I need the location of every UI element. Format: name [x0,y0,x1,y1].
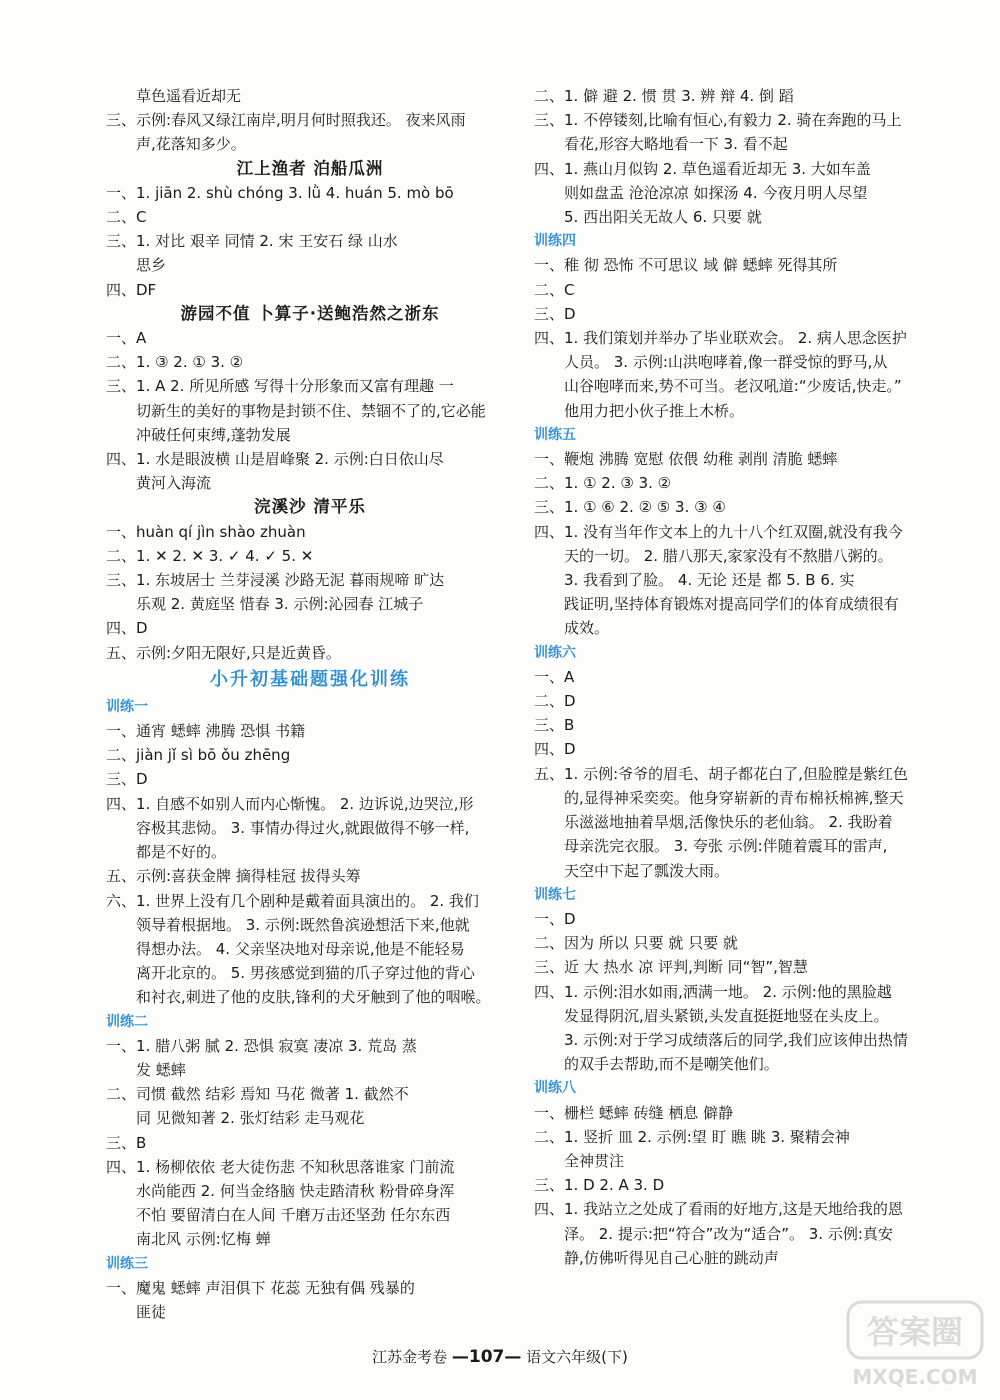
answer-line: 三、示例:春风又绿江南岸,明月何时照我还。 夜来风雨 [106,111,466,130]
right-column [534,84,944,1270]
answer-line: 三、1. 对比 艰辛 同情 2. 宋 王安石 绿 山水 [106,232,398,251]
answer-line: 声,花落知多少。 [136,135,246,154]
answer-line: 一、魔鬼 蟋蟀 声泪俱下 花蕊 无独有偶 残暴的 [106,1278,415,1297]
answer-line: 三、B [106,1133,147,1152]
answer-line: 水尚能西 2. 何当金络脑 快走踏清秋 粉骨碎身浑 [136,1181,455,1200]
answer-line: 三、D [106,770,148,789]
footer-subject: 语文六年级(下) [526,1348,628,1366]
answer-line: 发 蟋蟀 [136,1060,186,1079]
answer-line: 黄河入海流 [136,474,212,493]
answer-line: 四、1. 水是眼波横 山是眉峰聚 2. 示例:白日依山尽 [106,450,444,469]
answer-line: 一、鞭炮 沸腾 宽慰 依偎 幼稚 剥削 清脆 蟋蟀 [534,450,838,469]
answer-line: 同 见微知著 2. 张灯结彩 走马观花 [136,1109,365,1128]
answer-line: 三、1. ① ⑥ 2. ② ⑤ 3. ③ ④ [534,498,726,517]
answer-line: 四、1. 自感不如别人而内心惭愧。 2. 边诉说,边哭泣,形 [106,794,474,813]
answer-line: 二、1. ① 2. ③ 3. ② [534,474,672,493]
answer-line: 三、1. 东坡居士 兰芽浸溪 沙路无泥 暮雨规啼 旷达 [106,571,445,590]
answer-line: 二、D [534,692,576,711]
answer-line: 三、B [534,716,575,735]
exercise-heading: 训练八 [534,1080,576,1097]
answer-line: 看花,形容大略地看一下 3. 看不起 [564,135,788,154]
exercise-heading: 训练六 [534,644,576,661]
answer-line: 山谷咆哮而来,势不可当。老汉吼道:“少废话,快走。” [564,377,902,396]
answer-line: 3. 示例:对于学习成绩落后的同学,我们应该伸出热情 [564,1030,908,1049]
answer-line: 离开北京的。 5. 男孩感觉到猫的爪子穿过他的背心 [136,964,475,983]
answer-line: 南北风 示例:忆梅 蝉 [136,1230,271,1249]
answer-line: 二、C [106,208,147,227]
answer-line: 一、通宵 蟋蟀 沸腾 恐惧 书籍 [106,722,306,741]
section-title: 游园不值 卜算子·送鲍浩然之浙东 [180,303,440,323]
answer-line: 天的一切。 2. 腊八那天,家家没有不熬腊八粥的。 [564,546,893,565]
answer-line: 二、1. ✕ 2. ✕ 3. ✓ 4. ✓ 5. ✕ [106,546,314,565]
answer-line: 乐观 2. 黄庭坚 惜春 3. 示例:沁园春 江城子 [136,595,424,614]
exercise-heading: 训练五 [534,426,576,443]
answer-line: 天空中下起了瓢泼大雨。 [564,861,730,880]
answer-line: 切新生的美好的事物是封锁不住、禁锢不了的,它必能 [136,401,486,420]
answer-line: 一、栅栏 蟋蟀 砖缝 栖息 僻静 [534,1103,734,1122]
answer-line: 得想办法。 4. 父亲坚决地对母亲说,他是不能轻易 [136,939,465,958]
answer-line: 成效。 [564,619,610,638]
answer-line: 思乡 [136,256,167,275]
answer-line: 五、示例:夕阳无限好,只是近黄昏。 [106,643,341,662]
answer-line: 全神贯注 [564,1151,625,1170]
answer-line: 五、1. 示例:爷爷的眉毛、胡子都花白了,但脸膛是紫红色 [534,764,908,783]
exercise-heading: 训练七 [534,886,576,903]
answer-line: 二、jiàn jǐ sì bō ǒu zhēng [106,746,291,765]
answer-line: 二、C [534,280,575,299]
answer-line: 四、1. 杨柳依依 老大徒伤悲 不知秋思落谁家 门前流 [106,1157,455,1176]
answer-line: 四、1. 燕山月似钩 2. 草色遥看近却无 3. 大如车盖 [534,159,871,178]
answer-line: 二、1. 僻 避 2. 惯 贯 3. 辨 辩 4. 倒 蹈 [534,87,794,105]
answer-line: 三、1. A 2. 所见所感 写得十分形象而又富有理趣 一 [106,377,454,396]
answer-line: 发显得阴沉,眉头紧锁,头发直挺挺地竖在头皮上。 [564,1006,889,1025]
answer-line: 母亲洗完衣服。 3. 夸张 示例:伴随着震耳的雷声, [564,837,888,856]
answer-line: 和衬衣,刺进了他的皮肤,锋利的犬牙触到了他的咽喉。 [136,988,491,1007]
answer-line: 都是不好的。 [136,843,227,862]
section-title: 浣溪沙 清平乐 [254,497,366,517]
answer-line: 三、近 大 热水 凉 评判,判断 同“智”,智慧 [534,958,808,977]
answer-line: 四、1. 示例:泪水如雨,洒满一地。 2. 示例:他的黑脸越 [534,982,892,1001]
answer-line: 匪徒 [136,1302,167,1321]
left-column [106,84,514,1324]
exercise-heading: 训练一 [106,698,148,715]
answer-line: 二、司惯 截然 结彩 焉知 马花 微著 1. 截然不 [106,1085,409,1104]
answer-line: 四、1. 我站立之处成了看雨的好地方,这是天地给我的恩 [534,1200,903,1219]
answer-line: 人员。 3. 示例:山洪咆哮着,像一群受惊的野马,从 [564,353,888,372]
answer-line: 不怕 要留清白在人间 千磨万击还坚劲 任尔东西 [136,1206,451,1225]
answer-line: 三、1. D 2. A 3. D [534,1176,665,1195]
page-number: —107— [451,1347,522,1367]
answer-line: 四、D [106,619,148,638]
answer-line: 领导着根据地。 3. 示例:既然鲁滨逊想活下来,他就 [136,915,470,934]
exercise-heading: 训练二 [106,1013,148,1030]
answer-line: 四、1. 没有当年作文本上的九十八个红双圈,就没有我今 [534,522,903,541]
answer-line: 六、1. 世界上没有几个剧种是戴着面具演出的。 2. 我们 [106,891,479,910]
answer-line: 一、A [106,329,147,348]
answer-line: 的双手去帮助,而不是嘲笑他们。 [564,1055,779,1074]
footer-book-title: 江苏金考卷 [372,1348,448,1366]
answer-line: 一、A [534,667,575,686]
answer-line: 5. 西出阳关无故人 6. 只要 就 [564,208,762,227]
answer-line: 一、稚 彻 恐怖 不可思议 域 僻 蟋蟀 死得其所 [534,256,838,275]
answer-line: 草色遥看近却无 [136,87,242,105]
exercise-heading: 训练三 [106,1255,148,1272]
answer-line: 践证明,坚持体育锻炼对提高同学们的体育成绩很有 [564,595,899,614]
answer-line: 泽。 2. 提示:把“符合”改为“适合”。 3. 示例:真安 [564,1224,893,1243]
exercise-heading: 训练四 [534,233,576,250]
answer-line: 二、因为 所以 只要 就 只要 就 [534,934,738,953]
answer-line: 四、DF [106,280,157,299]
watermark-text-bottom: MXQE.COM [852,1365,978,1389]
section-title: 江上渔者 泊船瓜洲 [236,158,384,178]
watermark-logo [840,1296,990,1396]
answer-line: 容极其悲恸。 3. 事情办得过火,就跟做得不够一样, [136,818,470,837]
answer-line: 则如盘盂 沧沧凉凉 如探汤 4. 今夜月明人尽望 [564,183,868,202]
answer-line: 静,仿佛听得见自己心脏的跳动声 [564,1248,779,1267]
answer-line: 五、示例:喜获金牌 摘得桂冠 拔得头筹 [106,867,361,886]
answer-line: 一、D [534,909,576,928]
answer-line: 二、1. 竖折 皿 2. 示例:望 盯 瞧 眺 3. 聚精会神 [534,1127,850,1146]
answer-line: 的,显得神采奕奕。他身穿崭新的青布棉袄棉裤,整天 [564,788,904,807]
answer-line: 一、huàn qí jìn shào zhuàn [106,522,306,541]
answer-line: 一、1. 腊八粥 腻 2. 恐惧 寂寞 凄凉 3. 荒岛 蒸 [106,1036,417,1055]
answer-line: 四、D [534,740,576,759]
answer-line: 3. 我看到了脸。 4. 无论 还是 都 5. B 6. 实 [564,571,855,590]
answer-line: 四、1. 我们策划并举办了毕业联欢会。 2. 病人思念医护 [534,329,907,348]
watermark-text-top: 答案圈 [866,1313,964,1351]
answer-line: 一、1. jiān 2. shù chóng 3. lǜ 4. huán 5. mò bō [106,183,454,202]
answer-line: 他用力把小伙子推上木桥。 [564,401,745,420]
chapter-heading: 小升初基础题强化训练 [210,668,410,690]
answer-line: 二、1. ③ 2. ① 3. ② [106,353,244,372]
answer-line: 冲破任何束缚,蓬勃发展 [136,425,291,444]
answer-line: 三、1. 不停镂刻,比喻有恒心,有毅力 2. 骑在奔跑的马上 [534,111,902,130]
answer-line: 三、D [534,304,576,323]
answer-line: 乐滋滋地抽着旱烟,活像快乐的老仙翁。 2. 我盼着 [564,813,893,832]
